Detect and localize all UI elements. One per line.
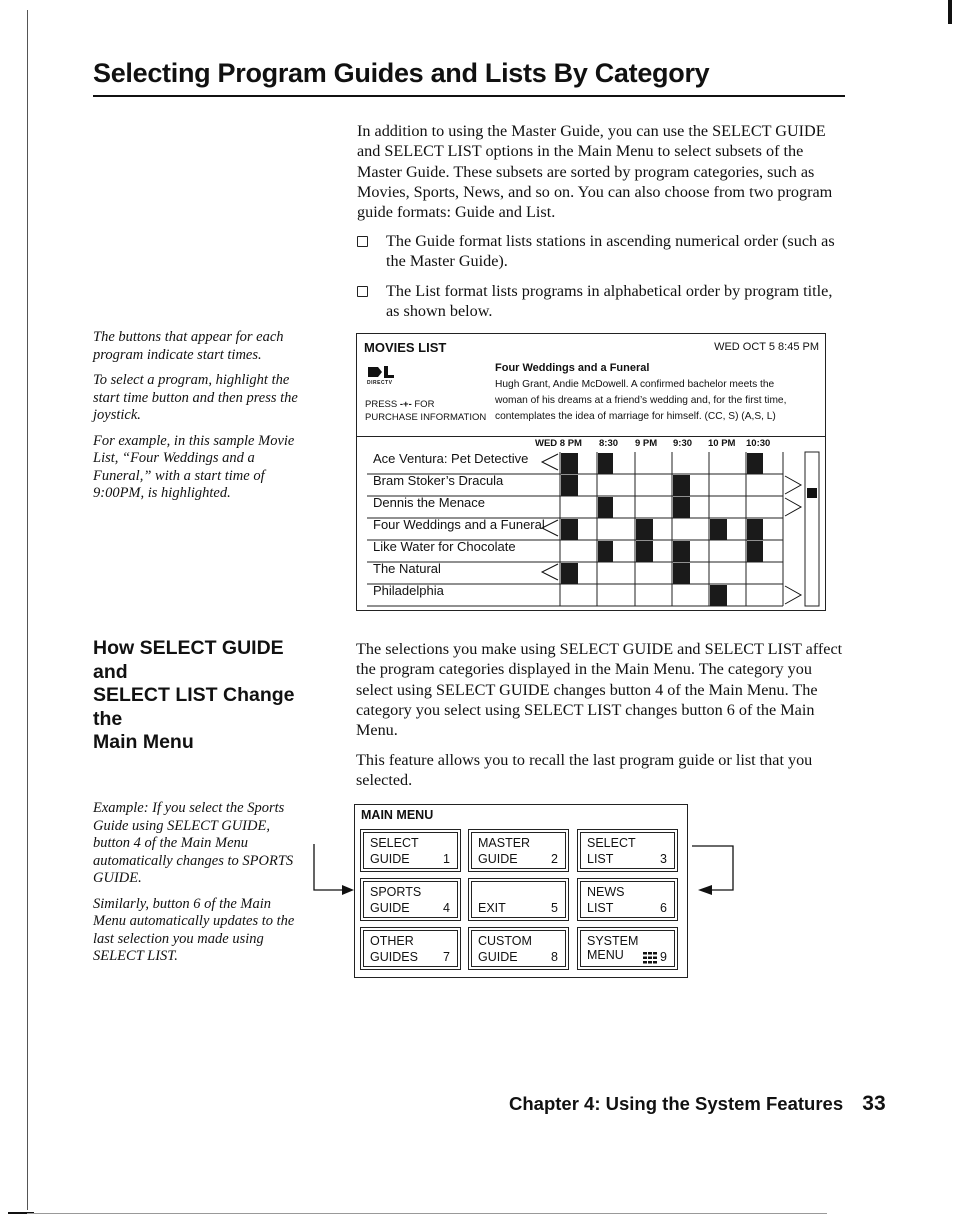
- button-label: OTHER: [370, 934, 414, 948]
- button-label: SELECT: [370, 836, 419, 850]
- bullet-text: The Guide format lists stations in ascending numerical order (such as the Master Guide).: [386, 232, 835, 271]
- section-paragraph: The selections you make using SELECT GUIDE and SELECT LIST affect the program categories displayed in the Main Menu. The category you select using SELECT GUIDE changes button 4 of the Main Menu. The category you select using SELECT LIST changes button 6 of the Main Menu.: [356, 640, 843, 740]
- movies-list-figure: [356, 333, 826, 611]
- button-number: 8: [551, 950, 558, 964]
- time-label: 10 PM: [708, 438, 736, 449]
- button-label: MASTER: [478, 836, 531, 850]
- side-notes-top: [93, 329, 313, 511]
- side-note: For example, in this sample Movie List, “Four Weddings and a Funeral,” with a start time of 9:00PM, is highlighted.: [93, 432, 295, 501]
- button-label: CUSTOM: [478, 934, 532, 948]
- button-number: 3: [660, 852, 667, 866]
- time-label: 8:30: [599, 438, 619, 449]
- intro-paragraph: In addition to using the Master Guide, you can use the SELECT GUIDE and SELECT LIST options in the Main Menu to select subsets of the Master Guide. These subsets are sorted by program categories, such as Movies, Sports, News, and so on. You can also choose from two program guide formats: Guide and List.: [357, 122, 833, 222]
- button-label: NEWS: [587, 885, 625, 899]
- button-label: SELECT: [587, 836, 636, 850]
- menu-button-system-menu[interactable]: [577, 927, 678, 970]
- button-label: SPORTS: [370, 885, 422, 899]
- program-row-title[interactable]: Four Weddings and a Funeral: [373, 517, 545, 532]
- main-menu-title: MAIN MENU: [361, 808, 434, 822]
- time-label: WED 8 PM: [535, 438, 582, 449]
- button-label: GUIDE: [478, 950, 518, 964]
- arrow-to-button-4-icon: [300, 840, 360, 902]
- side-notes-bottom: [93, 800, 298, 974]
- section-paragraph: This feature allows you to recall the last program guide or list that you selected.: [356, 751, 813, 790]
- program-row-title[interactable]: Dennis the Menace: [373, 495, 486, 510]
- purchase-information-label: PURCHASE INFORMATION: [365, 412, 487, 423]
- button-label: GUIDE: [370, 901, 410, 915]
- time-label: 10:30: [746, 438, 771, 449]
- directv-logo-text: DIRECTV: [367, 380, 393, 386]
- description-line: woman of his dreams at a friend’s wedding and, for the first time,: [495, 395, 787, 406]
- page-bottom-rule: [27, 1213, 827, 1214]
- menu-button-select-guide[interactable]: [360, 829, 461, 872]
- menu-button-news-list[interactable]: [577, 878, 678, 921]
- title-rule: [93, 95, 845, 97]
- button-number: 4: [443, 901, 450, 915]
- menu-button-custom-guide[interactable]: [468, 927, 569, 970]
- joystick-plus-icon: -+-: [399, 399, 412, 410]
- page-edge-mark: [948, 0, 952, 24]
- bullet-text: The List format lists programs in alphabetical order by program title, as shown below.: [386, 282, 833, 321]
- page-footer: [509, 1092, 886, 1116]
- side-note: Example: If you select the Sports Guide using SELECT GUIDE, button 4 of the Main Menu automatically changes to SPORTS GUIDE.: [93, 800, 294, 886]
- movies-list-title: MOVIES LIST: [364, 340, 447, 355]
- page-left-rule: [27, 10, 28, 1210]
- menu-button-select-list[interactable]: [577, 829, 678, 872]
- subheading-line: Main Menu: [93, 731, 194, 753]
- program-row-title[interactable]: Like Water for Chocolate: [373, 539, 516, 554]
- side-note: Similarly, button 6 of the Main Menu automatically updates to the last selection you made using SELECT LIST.: [93, 895, 295, 964]
- button-number: 7: [443, 950, 450, 964]
- program-row-title[interactable]: Ace Ventura: Pet Detective: [373, 451, 529, 466]
- button-number: 9: [660, 950, 667, 964]
- time-label: 9 PM: [635, 438, 658, 449]
- button-number: 6: [660, 901, 667, 915]
- menu-grid-icon: [643, 952, 657, 964]
- description-line: contemplates the idea of marriage for himself. (CC, S) (A,S, L): [495, 411, 776, 422]
- button-number: 2: [551, 852, 558, 866]
- menu-button-exit[interactable]: [468, 878, 569, 921]
- bullet-list-format: [357, 281, 845, 322]
- movies-list-datetime: WED OCT 5 8:45 PM: [714, 341, 819, 353]
- button-number: 1: [443, 852, 450, 866]
- description-line: Hugh Grant, Andie McDowell. A confirmed bachelor meets the: [495, 379, 775, 390]
- menu-button-master-guide[interactable]: [468, 829, 569, 872]
- chapter-title: Chapter 4: Using the System Features: [509, 1093, 844, 1114]
- checkbox-bullet-icon: [357, 286, 368, 297]
- press-label: PRESS: [365, 399, 398, 410]
- main-menu-figure: [354, 804, 688, 978]
- arrow-to-button-6-icon: [690, 840, 740, 902]
- button-label: SYSTEM MENU: [587, 934, 639, 962]
- for-label: FOR: [414, 399, 435, 410]
- menu-button-sports-guide[interactable]: [360, 878, 461, 921]
- checkbox-bullet-icon: [357, 236, 368, 247]
- button-label: GUIDES: [370, 950, 418, 964]
- time-label: 9:30: [673, 438, 693, 449]
- button-label: EXIT: [478, 901, 506, 915]
- button-label: LIST: [587, 852, 614, 866]
- side-note: The buttons that appear for each program indicate start times.: [93, 329, 284, 363]
- bullet-guide-format: [357, 231, 845, 272]
- subheading-line: SELECT LIST Change the: [93, 684, 295, 730]
- button-label: GUIDE: [478, 852, 518, 866]
- program-description-title: Four Weddings and a Funeral: [495, 362, 650, 374]
- menu-button-other-guides[interactable]: [360, 927, 461, 970]
- button-label: GUIDE: [370, 852, 410, 866]
- section-subheading: [93, 637, 323, 755]
- program-row-title[interactable]: The Natural: [373, 561, 441, 576]
- program-row-title[interactable]: Bram Stoker’s Dracula: [373, 473, 504, 488]
- page-number: 33: [862, 1092, 886, 1115]
- program-row-title[interactable]: Philadelphia: [373, 583, 444, 598]
- side-note: To select a program, highlight the start time button and then press the joystick.: [93, 372, 298, 423]
- button-label: LIST: [587, 901, 614, 915]
- button-number: 5: [551, 901, 558, 915]
- page-title: Selecting Program Guides and Lists By Category: [93, 58, 710, 88]
- subheading-line: How SELECT GUIDE and: [93, 637, 284, 683]
